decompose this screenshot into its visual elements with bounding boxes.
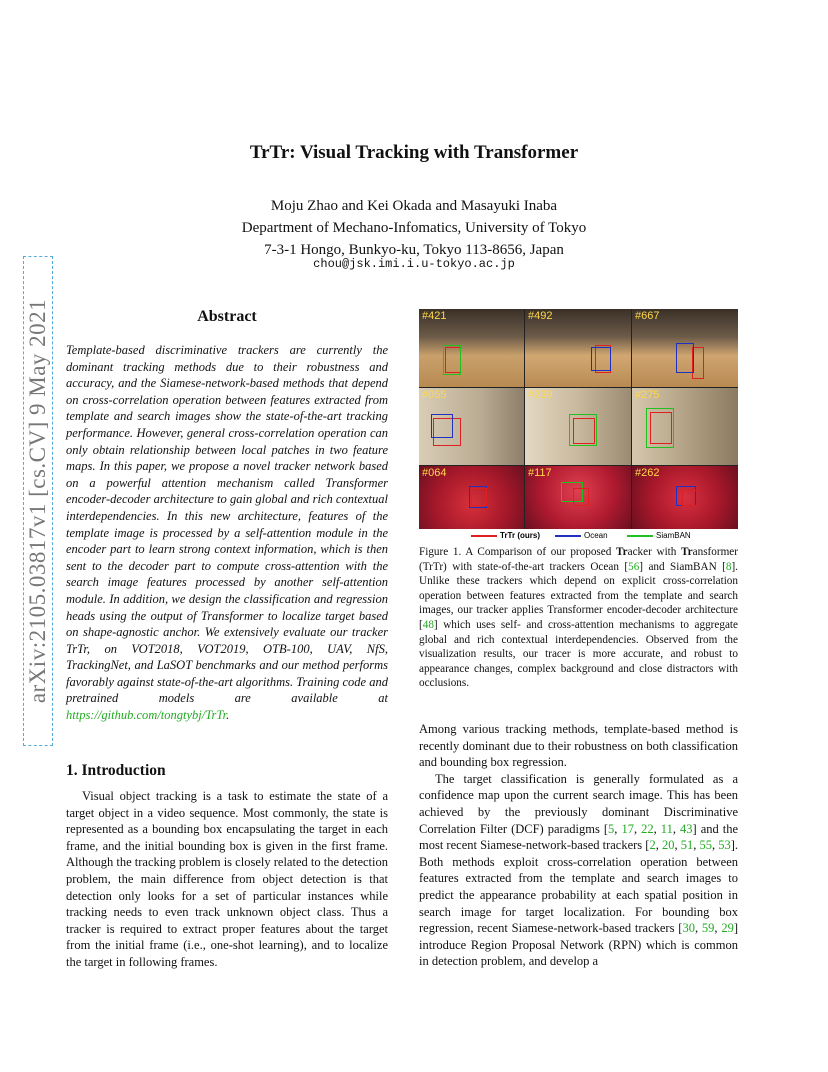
- text: The target classification is generally formulated as a confidence map upon the current search image. This has been achieved by the previously dominant Discriminative Correlation Filter (DCF) paradigms [: [419, 771, 738, 836]
- citation-link[interactable]: 8: [725, 560, 732, 573]
- frame-number: #667: [635, 310, 660, 322]
- citation-link[interactable]: 20: [661, 838, 675, 853]
- text: ] and the most recent Siamese-network-based trackers [: [419, 821, 739, 853]
- frame-basketball-1: [419, 309, 524, 387]
- author-email[interactable]: chou@jsk.imi.i.u-tokyo.ac.jp: [313, 257, 515, 271]
- frame-number: #055: [422, 389, 447, 401]
- citation-link[interactable]: 30: [682, 921, 695, 936]
- legend-swatch: [555, 535, 581, 537]
- caption-text: ansformer (TrTr) with state-of-the-art trackers Ocean [: [419, 546, 738, 573]
- frame-basketball-3: [632, 309, 738, 387]
- figure-1-caption: [419, 545, 738, 691]
- abstract-text: Template-based discriminative trackers are currently the dominant tracking methods due to their robustness and accuracy, and the Siamese-network-based methods that depend on cross-correlation operation between features extracted from template and search images show the state-of-the-art tracking performance. However, general cross-correlation operation can only obtain relationship between local patches in two feature maps. In this paper, we propose a novel tracker network based on a powerful attention mechanism called Transformer encoder-decoder architecture to gain global and rich contextual interdependencies. In this new architecture, features of the template image is processed by a self-attention module in the encoder part to learn strong context information, which is then sent to the decoder part to compute cross-attention with the search image features processed by another self-attention module. In addition, we design the classification and regression heads using the output of Transformer to localize target based on shape-agnostic anchor. We extensively evaluate our tracker TrTr, on VOT2018, VOT2019, OTB-100, UAV, NfS, TrackingNet, and LaSOT benchmarks and our method performs favorably against state-of-the-art algorithms. Training code and pretrained models are available at: [66, 343, 388, 706]
- text: ]. Both methods exploit cross-correlation operation between features extracted from the template and search images to predict the appearance probability at each spatial position in search image for target localization. For bounding box regression, recent Siamese-network-based trackers [: [419, 838, 739, 936]
- caption-text: ] and SiamBAN [: [639, 560, 726, 573]
- frame-number: #275: [635, 389, 660, 401]
- trtr-box: [471, 488, 487, 506]
- frame-number: #262: [635, 467, 660, 479]
- citation-link[interactable]: 2: [649, 838, 656, 853]
- citation-link[interactable]: 5: [608, 821, 615, 836]
- caption-text: ] which uses self- and cross-attention mechanisms to aggregate global and rich contextual interdependencies. Observed from the visualization results, our tracer is more accurate, and robust to appearance changes, complex background and close distractors with occlusions.: [419, 618, 738, 690]
- legend-label: SiamBAN: [656, 531, 691, 540]
- frame-crowd-2: [525, 466, 631, 529]
- citation-link[interactable]: 43: [680, 821, 693, 836]
- abstract-end: .: [226, 708, 230, 723]
- citation-link[interactable]: 59: [701, 921, 715, 936]
- ocean-box: [676, 343, 694, 373]
- citation-link[interactable]: 22: [641, 821, 654, 836]
- frame-crowd-3: [632, 466, 738, 529]
- arxiv-stamp-text: arXiv:2105.03817v1 [cs.CV] 9 May 2021: [25, 298, 50, 704]
- introduction-body: [66, 788, 388, 971]
- frame-number: #421: [422, 310, 447, 322]
- legend-swatch: [627, 535, 653, 537]
- abstract-heading: Abstract: [197, 308, 257, 325]
- citation-link[interactable]: 56: [628, 560, 640, 573]
- citation-link[interactable]: 51: [680, 838, 694, 853]
- section-heading-introduction: 1. Introduction: [66, 762, 166, 779]
- figure-1: [419, 309, 738, 540]
- legend-item-siamban: [627, 531, 691, 540]
- abstract-body: [66, 342, 388, 724]
- trtr-box: [573, 488, 589, 506]
- citation-link[interactable]: 29: [721, 921, 734, 936]
- siamban-box: [443, 345, 461, 375]
- frame-basketball-2: [525, 309, 631, 387]
- right-column-body: [419, 721, 738, 970]
- legend-label: Ocean: [584, 531, 608, 540]
- frame-number: #117: [528, 467, 552, 479]
- trtr-box: [650, 412, 672, 444]
- frame-number: #492: [528, 310, 553, 322]
- frame-indoor-1: [419, 388, 524, 465]
- trtr-box: [573, 418, 595, 444]
- legend-swatch: [471, 535, 497, 537]
- figure-legend: [419, 530, 738, 544]
- arxiv-stamp: [23, 256, 53, 746]
- frame-crowd-1: [419, 466, 524, 529]
- affiliation-address: 7-3-1 Hongo, Bunkyo-ku, Tokyo 113-8656, Japan: [264, 242, 564, 258]
- citation-link[interactable]: 11: [660, 821, 673, 836]
- paragraph: The target classification is generally formulated as a confidence map upon the current search image. This has been achieved by the previously dominant Discriminative Correlation Filter (DCF) paradigms [5, 17, 22, 11, 43] and the most recent Siamese-network-based trackers [2, 20, 51, 55, 53]. Both methods exploit cross-correlation operation between features extracted from the template and search images to predict the appearance probability at each spatial position in search image for target localization. For bounding box regression, recent Siamese-network-based trackers [30, 59, 29] introduce Region Proposal Network (RPN) which is common in detection problem, and develop a: [419, 771, 739, 969]
- caption-bold: Tr: [681, 546, 693, 558]
- frame-indoor-2: [525, 388, 631, 465]
- paragraph: Among various tracking methods, template-based method is recently dominant due to their robustness on both classification and bounding box regression.: [419, 722, 738, 770]
- paper-title: TrTr: Visual Tracking with Transformer: [249, 142, 579, 163]
- ocean-box: [431, 414, 453, 438]
- frame-number: #064: [422, 467, 447, 479]
- frame-indoor-3: [632, 388, 738, 465]
- text: ] introduce Region Proposal Network (RPN) which is common in detection problem, and develop a: [419, 921, 739, 969]
- frame-number: #239: [528, 389, 553, 401]
- citation-link[interactable]: 48: [422, 618, 434, 631]
- affiliation-department: Department of Mechano-Infomatics, University of Tokyo: [241, 220, 587, 236]
- caption-text: acker with: [627, 546, 682, 558]
- citation-link[interactable]: 55: [699, 838, 712, 853]
- caption-text: ]. Unlike these trackers which depend on explicit cross-correlation operation between features extracted from the template and search images, our tracker applies Transformer encoder-decoder architecture [: [419, 560, 738, 631]
- citation-link[interactable]: 53: [718, 838, 731, 853]
- authors: Moju Zhao and Kei Okada and Masayuki Inaba: [270, 198, 558, 214]
- caption-text: Figure 1. A Comparison of our proposed: [419, 546, 616, 558]
- trtr-box: [682, 490, 698, 506]
- legend-label: TrTr (ours): [500, 531, 541, 540]
- intro-paragraph: Visual object tracking is a task to estimate the state of a target object in a video sequence. Most commonly, the state is represented as a bounding box encapsulating the target in each frame, and the initial bounding box is given in the first frame. Although the tracking problem is closely related to the detection problem, the main difference from object detection is that detection only looks for a set of particular instances while tracking needs to even track unknown object class. Thus a tracker is required to extract proper features about the target from the initial frame (i.e., one-shot learning), and to localize the target in following frames.: [66, 789, 388, 969]
- ocean-box: [591, 347, 611, 371]
- legend-item-ocean: [555, 531, 608, 540]
- legend-item-trtr: [471, 531, 540, 540]
- caption-bold: Tr: [616, 546, 628, 558]
- citation-link[interactable]: 17: [621, 821, 634, 836]
- code-link[interactable]: https://github.com/tongtybj/TrTr: [66, 708, 227, 723]
